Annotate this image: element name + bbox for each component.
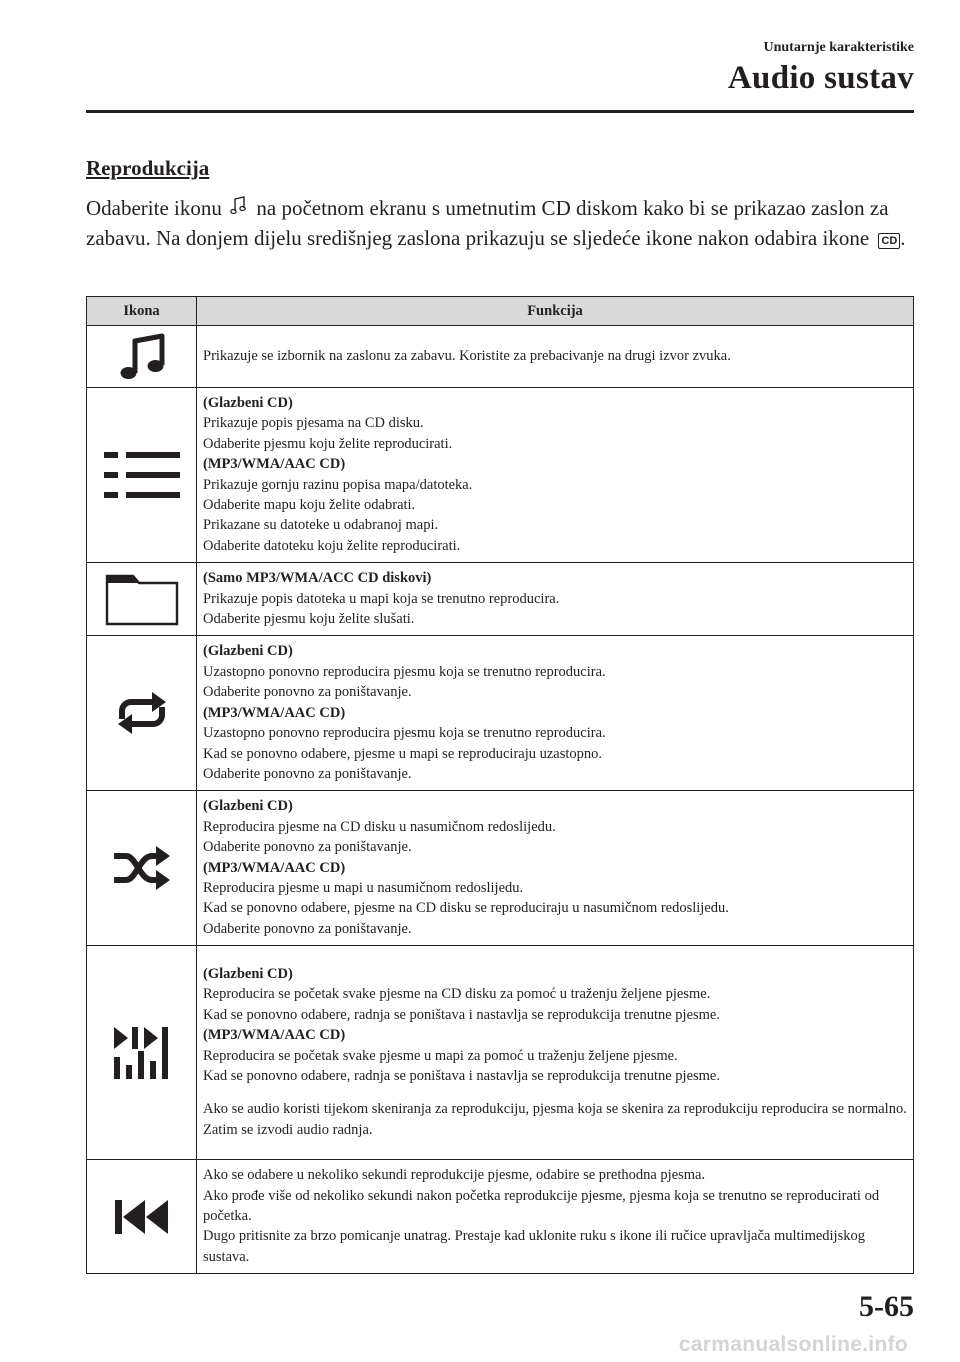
function-cell [197,636,914,791]
cd-icon: CD [878,233,900,249]
table-row [87,791,914,946]
watermark: carmanualsonline.info [678,1333,908,1356]
header-icon: Ikona [87,297,197,326]
function-table [86,296,914,1274]
function-line: Prikazuje se izbornik na zaslonu za zabavu. Koristite za prebacivanje na drugi izvor zvuka. [203,347,731,364]
table-row [87,326,914,388]
function-line: (MP3/WMA/AAC CD) [203,859,346,876]
skip-back-icon [112,1208,172,1224]
function-line: Prikazane su datoteke u odabranoj mapi. [203,517,439,534]
function-line: Ako prođe više od nekoliko sekundi nakon početka reprodukcije pjesme, pjesma koja se trenutno se reproducirati od početka. [203,1187,880,1224]
table-row [87,388,914,563]
function-line: Ako se odabere u nekoliko sekundi reprodukcije pjesme, odabire se prethodna pjesma. [203,1167,706,1184]
music-note-icon [229,195,249,217]
function-line: Odaberite datoteku koju želite reproducirati. [203,537,461,554]
function-line: Kad se ponovno odabere, radnja se poništava i nastavlja se reprodukcija trenutne pjesme. [203,1068,720,1085]
function-line: Odaberite pjesmu koju želite slušati. [203,611,415,628]
function-line: Prikazuje popis pjesama na CD disku. [203,415,424,432]
function-line: Odaberite ponovno za poništavanje. [203,920,412,937]
chapter-label: Unutarnje karakteristike [763,40,914,55]
icon-cell [87,388,197,563]
music-note-icon [116,348,168,364]
function-line: (Glazbeni CD) [203,966,293,983]
function-cell [197,791,914,946]
function-note-line: Ako se audio koristi tijekom skeniranja za reprodukciju, pjesma koja se skenira za reprodukciju reproducira se normalno. [203,1101,907,1118]
function-line: Odaberite mapu koju želite odabrati. [203,497,416,514]
page-number: 5-65 [859,1290,914,1323]
scan-icon [110,1044,174,1060]
function-line: Uzastopno ponovno reproducira pjesmu koja se trenutno reproducira. [203,725,606,742]
function-line: Kad se ponovno odabere, pjesme u mapi se reproduciraju uzastopno. [203,745,603,762]
function-line: Uzastopno ponovno reproducira pjesmu koja se trenutno reproducira. [203,663,606,680]
icon-cell [87,946,197,1160]
header-divider [86,110,914,113]
function-line: Prikazuje gornju razinu popisa mapa/datoteka. [203,476,473,493]
icon-cell [87,1160,197,1274]
folder-icon [105,591,179,607]
table-row [87,1160,914,1274]
function-line: Dugo pritisnite za brzo pomicanje unatrag. Prestaje kad uklonite ruku s ikone ili ručice upravljača multimedijskog sustava. [203,1228,865,1265]
function-cell [197,326,914,388]
shuffle-icon [110,860,174,876]
function-line: Reproducira pjesme na CD disku u nasumičnom redoslijedu. [203,818,556,835]
function-line: (Glazbeni CD) [203,798,293,815]
function-line: Odaberite ponovno za poništavanje. [203,839,412,856]
icon-cell [87,563,197,636]
function-line: (Samo MP3/WMA/ACC CD diskovi) [203,570,432,587]
function-cell [197,388,914,563]
repeat-icon [110,705,174,721]
function-line: (Glazbeni CD) [203,643,293,660]
function-line: (MP3/WMA/AAC CD) [203,456,346,473]
table-row [87,563,914,636]
paragraph-gap [203,1086,907,1099]
header-function: Funkcija [197,297,914,326]
function-line: Odaberite ponovno za poništavanje. [203,684,412,701]
function-cell [197,563,914,636]
intro-text-2: na početnom ekranu s umetnutim CD diskom kako bi se prikazao zaslon za zabavu. Na donjem dijelu središnjeg zaslona prikazuju se sljedeće ikone nakon odabira ikone [86,196,889,250]
intro-text-3: . [900,225,906,250]
function-line: Prikazuje popis datoteka u mapi koja se trenutno reproducira. [203,590,560,607]
intro-text-1: Odaberite ikonu [86,196,222,220]
function-line: (MP3/WMA/AAC CD) [203,704,346,721]
function-line: (Glazbeni CD) [203,395,293,411]
icon-cell [87,636,197,791]
icon-cell [87,791,197,946]
function-note-line: Zatim se izvodi audio radnja. [203,1121,373,1138]
icon-cell [87,326,197,388]
function-line: Reproducira se početak svake pjesme u mapi za pomoć u traženju željene pjesme. [203,1047,678,1064]
function-line: Odaberite ponovno za poništavanje. [203,765,412,782]
section-heading: Reprodukcija [86,156,210,180]
function-line: Kad se ponovno odabere, pjesme na CD disku se reproduciraju u nasumičnom redoslijedu. [203,900,729,917]
function-line: (MP3/WMA/AAC CD) [203,1027,346,1044]
page-title: Audio sustav [727,60,914,96]
intro-paragraph [86,194,916,253]
function-cell [197,946,914,1160]
table-row [87,636,914,791]
function-line: Reproducira se početak svake pjesme na CD disku za pomoć u traženju željene pjesme. [203,986,711,1003]
function-line: Reproducira pjesme u mapi u nasumičnom redoslijedu. [203,879,524,896]
list-icon [102,466,182,482]
function-line: Kad se ponovno odabere, radnja se poništava i nastavlja se reprodukcija trenutne pjesme. [203,1006,720,1023]
table-header-row [87,297,914,326]
function-line: Odaberite pjesmu koju želite reproducirati. [203,435,453,452]
table-row [87,946,914,1160]
function-cell [197,1160,914,1274]
